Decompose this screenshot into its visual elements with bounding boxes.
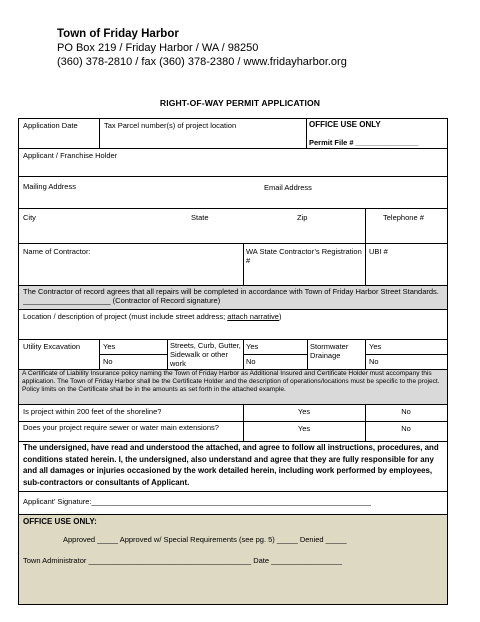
insurance-requirement-text: A Certificate of Liability Insurance policy naming the Town of Friday Harbor as Additional Insured and Certificate Holder must accompany this application. The Town of Friday Harbor shall be the Certificate Holder and the description of operations/locations must be specific to the project. Policy limits on the Certificate shall be in the amounts as set forth in the attached example.: [22, 370, 440, 393]
wa-registration-label[interactable]: WA State Contractor’s Registration #: [246, 247, 362, 265]
applicant-holder-label[interactable]: Applicant / Franchise Holder: [23, 151, 118, 160]
telephone-label[interactable]: Telephone #: [383, 213, 424, 222]
city-label[interactable]: City: [23, 213, 36, 222]
ubi-label[interactable]: UBI #: [369, 247, 388, 256]
zip-label[interactable]: Zip: [297, 213, 308, 222]
town-administrator-line[interactable]: Town Administrator _______________________________________ Date _________________: [23, 556, 343, 565]
attach-narrative-link: attach narrative: [227, 312, 279, 321]
streets-no[interactable]: No: [246, 357, 256, 366]
shoreline-question: Is project within 200 feet of the shoreline?: [23, 407, 162, 416]
shoreline-yes[interactable]: Yes: [297, 407, 311, 416]
stormwater-no[interactable]: No: [369, 357, 379, 366]
mailing-address-label[interactable]: Mailing Address: [23, 182, 76, 191]
utility-excavation-label: Utility Excavation: [23, 342, 81, 351]
form-title: RIGHT-OF-WAY PERMIT APPLICATION: [159, 98, 321, 108]
applicant-agreement-text: The undersigned, have read and understood the attached, and agree to follow all instructions, procedures, and conditions stated herein. I, the undersigned, also understand and agree that they are fully responsible for any and all damages or injuries occasioned by the work detailed herein, including work performed by employees, sub-contractors or consultants of Applicant.: [23, 443, 439, 487]
permit-form: [18, 118, 448, 605]
sewer-water-question: Does your project require sewer or water main extensions?: [23, 423, 219, 432]
approval-decision-line[interactable]: Approved _____ Approved w/ Special Requirements (see pg. 5) _____ Denied _____: [63, 535, 347, 544]
letterhead: [57, 27, 347, 69]
email-address-label[interactable]: Email Address: [264, 183, 312, 192]
org-name: Town of Friday Harbor: [57, 28, 179, 40]
applicant-signature-line[interactable]: Applicant’ Signature:___________________________________________________________________: [23, 497, 371, 506]
org-address: PO Box 219 / Friday Harbor / WA / 98250: [57, 42, 259, 54]
permit-file-field[interactable]: Permit File # _______________: [309, 138, 419, 147]
contractor-name-label[interactable]: Name of Contractor:: [23, 247, 91, 256]
org-contact: (360) 378-2810 / fax (360) 378-2380 / www.fridayharbor.org: [57, 56, 347, 68]
streets-yes[interactable]: Yes: [246, 342, 259, 351]
application-date-label: Application Date: [23, 121, 78, 130]
location-description-label[interactable]: Location / description of project (must include street address; attach narrative): [23, 312, 282, 321]
stormwater-label: Stormwater Drainage: [310, 342, 349, 360]
sewer-yes[interactable]: Yes: [297, 424, 311, 433]
repairs-agreement-text: The Contractor of record agrees that all repairs will be completed in accordance with Town of Friday Harbor Street Standards. _____________________ (Contractor of Record signature): [23, 287, 439, 305]
office-use-only-heading: OFFICE USE ONLY:: [23, 517, 97, 526]
office-use-heading: OFFICE USE ONLY: [309, 120, 381, 129]
utility-no[interactable]: No: [103, 357, 113, 366]
tax-parcel-label: Tax Parcel number(s) of project location: [104, 121, 237, 130]
shoreline-no[interactable]: No: [401, 407, 411, 416]
streets-curb-label: Streets, Curb, Gutter, Sidewalk or other work: [170, 341, 241, 368]
sewer-no[interactable]: No: [401, 424, 411, 433]
utility-yes[interactable]: Yes: [103, 342, 116, 351]
stormwater-yes[interactable]: Yes: [369, 342, 382, 351]
state-label[interactable]: State: [191, 213, 209, 222]
